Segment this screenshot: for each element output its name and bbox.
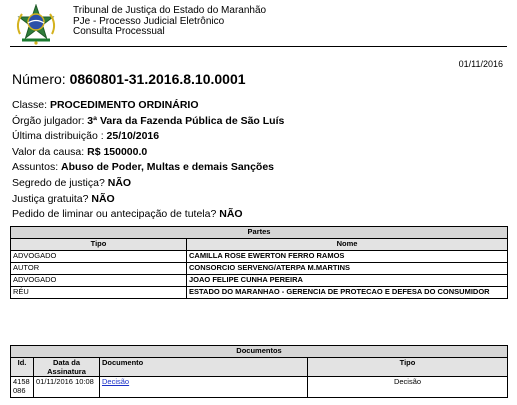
- party-type: ADVOGADO: [11, 251, 187, 263]
- column-header-nome: Nome: [187, 239, 508, 251]
- column-header-tipo: Tipo: [11, 239, 187, 251]
- column-header-data-assinatura: Data da Assinatura: [34, 358, 100, 377]
- document-link[interactable]: Decisão: [102, 377, 130, 386]
- court-name: Tribunal de Justiça do Estado do Maranhão: [73, 5, 267, 16]
- info-justica-gratuita: Justiça gratuita? NÃO: [12, 192, 115, 205]
- table-row: [11, 251, 508, 263]
- party-name: JOAO FELIPE CUNHA PEREIRA: [187, 275, 508, 287]
- table-row: [11, 287, 508, 299]
- process-number-value: 0860801-31.2016.8.10.0001: [69, 71, 246, 87]
- column-header-id: Id.: [11, 358, 34, 377]
- document-signature-date: 01/11/2016 10:08: [34, 377, 100, 398]
- page-subtitle: Consulta Processual: [73, 26, 165, 37]
- table-row: [11, 263, 508, 275]
- party-type: RÉU: [11, 287, 187, 299]
- document-type: Decisão: [308, 377, 508, 398]
- documents-table-title: Documentos: [11, 346, 508, 358]
- header-divider: [10, 46, 507, 47]
- column-header-documento: Documento: [100, 358, 308, 377]
- party-name: CONSORCIO SERVENG/ATERPA M.MARTINS: [187, 263, 508, 275]
- documents-table: [10, 345, 508, 398]
- table-row: [11, 377, 508, 398]
- process-number: [12, 71, 246, 87]
- process-number-label: Número:: [12, 71, 70, 87]
- column-header-tipo-documento: Tipo: [308, 358, 508, 377]
- system-name: PJe - Processo Judicial Eletrônico: [73, 15, 225, 27]
- info-assuntos: Assuntos: Abuso de Poder, Multas e demais Sanções: [12, 161, 275, 174]
- parties-table-title: Partes: [11, 227, 508, 239]
- info-segredo-justica: Segredo de justiça? NÃO: [12, 176, 132, 189]
- parties-table: [10, 226, 508, 299]
- info-pedido-liminar: Pedido de liminar ou antecipação de tutela? NÃO: [12, 208, 243, 221]
- info-ultima-distribuicao: Última distribuição : 25/10/2016: [12, 130, 160, 143]
- party-name: CAMILLA ROSE EWERTON FERRO RAMOS: [187, 251, 508, 263]
- info-classe: Classe: PROCEDIMENTO ORDINÁRIO: [12, 99, 199, 111]
- process-info: [12, 98, 284, 223]
- coat-of-arms-icon: [12, 4, 60, 46]
- report-date: 01/11/2016: [458, 59, 503, 69]
- party-type: ADVOGADO: [11, 275, 187, 287]
- document-id: 4158086: [11, 377, 34, 398]
- party-type: AUTOR: [11, 263, 187, 275]
- info-valor-causa: Valor da causa: R$ 150000.0: [12, 145, 148, 158]
- info-orgao-julgador: Órgão julgador: 3ª Vara da Fazenda Pública de São Luís: [12, 114, 285, 127]
- table-row: [11, 275, 508, 287]
- party-name: ESTADO DO MARANHAO - GERENCIA DE PROTECAO E DEFESA DO CONSUMIDOR: [187, 287, 508, 299]
- document-header: [12, 4, 507, 44]
